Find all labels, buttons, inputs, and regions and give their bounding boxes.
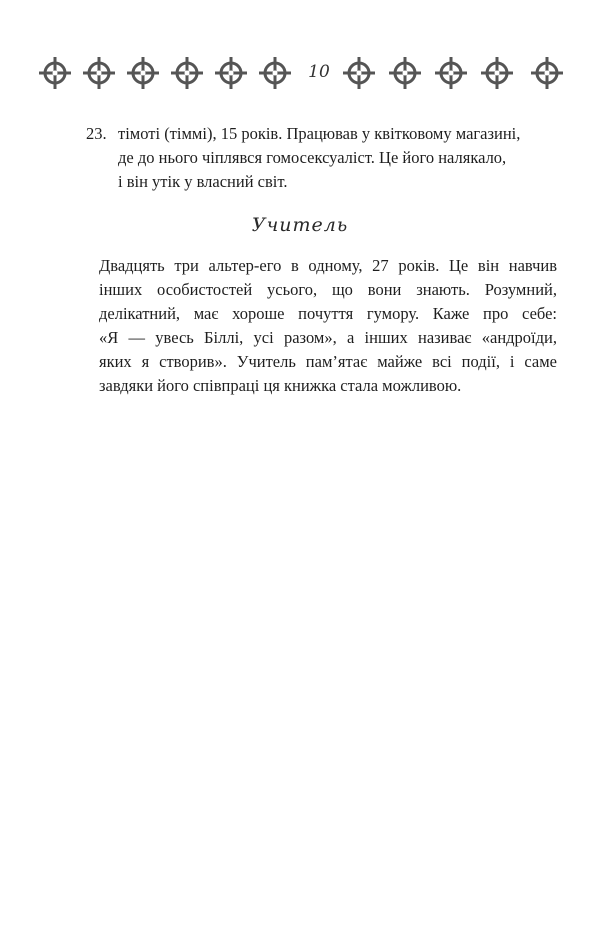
crosshair-icon <box>170 56 204 90</box>
entry-line: тімоті (тіммі), 15 років. Працював у квітковому магазині, <box>118 124 521 143</box>
section-title: Учитель <box>251 214 349 236</box>
crosshair-icon <box>82 56 116 90</box>
paragraph-line: Двадцять три альтер-его в одному, 27 років. Це він навчив <box>99 256 557 275</box>
section-paragraph <box>99 254 557 398</box>
paragraph-line: «Я — увесь Біллі, усі разом», а інших називає «андроїди, <box>99 328 557 347</box>
crosshair-icon <box>38 56 72 90</box>
entry-line: де до нього чіплявся гомосексуаліст. Це його налякало, <box>118 148 507 167</box>
crosshair-icon <box>126 56 160 90</box>
crosshair-icon <box>530 56 564 90</box>
crosshair-icon <box>342 56 376 90</box>
paragraph-line: яких я створив». Учитель пам’ятає майже всі події, і саме <box>99 352 557 371</box>
paragraph-line: інших особистостей усього, що вони знають. Розумний, <box>99 280 557 299</box>
page-header <box>0 56 600 96</box>
list-entry-23 <box>86 122 556 194</box>
crosshair-icon <box>480 56 514 90</box>
crosshair-icon <box>214 56 248 90</box>
crosshair-icon <box>434 56 468 90</box>
crosshair-icon <box>388 56 422 90</box>
entry-number: 23. <box>86 124 107 143</box>
paragraph-line: завдяки його співпраці ця книжка стала можливою. <box>99 376 462 395</box>
page-number: 10 <box>308 62 330 82</box>
entry-line: і він утік у власний світ. <box>118 172 288 191</box>
crosshair-icon <box>258 56 292 90</box>
paragraph-line: делікатний, має хороше почуття гумору. Каже про себе: <box>99 304 557 323</box>
